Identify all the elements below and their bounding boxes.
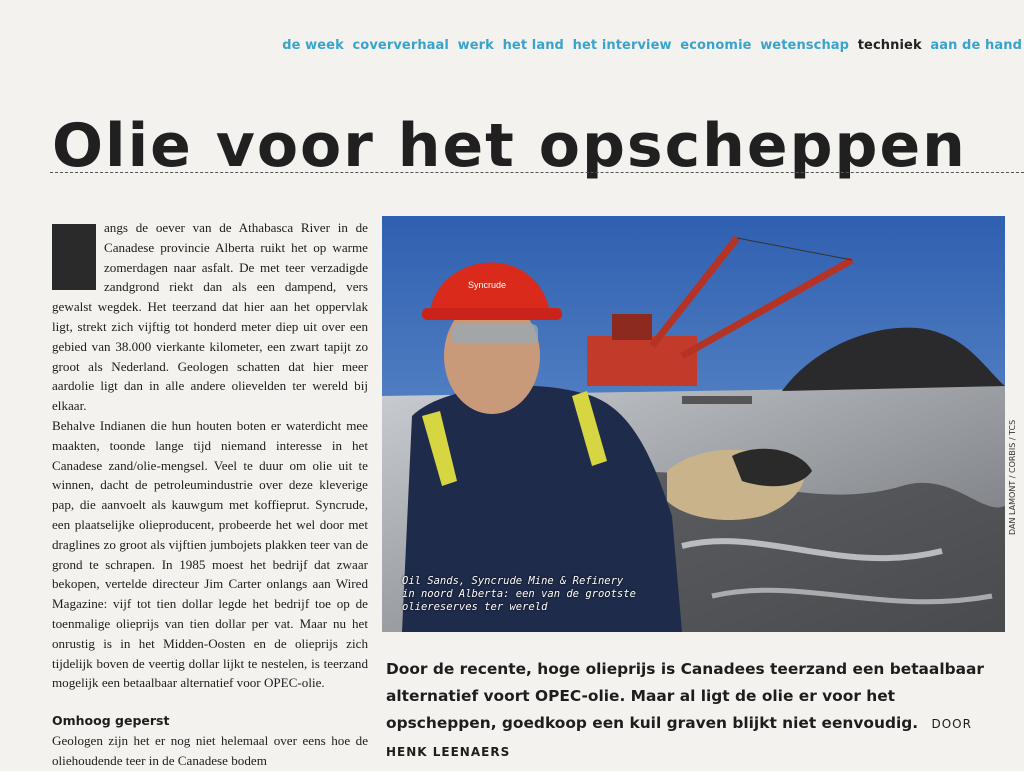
nav-item-techniek[interactable]: techniek bbox=[857, 38, 922, 53]
article-photo bbox=[382, 216, 1005, 632]
paragraph-3: Geologen zijn het er nog niet helemaal over eens hoe de oliehoudende teer in de Canadese bodem bbox=[52, 732, 368, 768]
paragraph-2: Behalve Indianen die hun houten boten er waterdicht mee maakten, toonde lange tijd niemand interesse in het Canadese zand/olie-mengsel. Veel te duur om olie uit te winnen, dacht de petroleumindustrie over deze kleverige pap, die aanvoelt als kauwgum met koffieprut. Syncrude, een plaatselijke olieproducent, probeerde het wel door met draglines zo groot als vijftien jumbojets plakken teer van de grond te schrapen. In 1985 moest het bedrijf dat zwaar bekopen, vertelde directeur Jim Carter onlangs aan Wired Magazine: vijf tot tien dollar legde het bedrijf toe op de toenmalige olieprijs van tien dollar per vat. Maar nu het onrustig is in het Midden-Oosten en de olieprijs zich tijdelijk boven de veertig dollar lijkt te nestelen, is teerzand mogelijk een betaalbaar alternatief voor OPEC-olie. bbox=[52, 417, 368, 691]
nav-item-coververhaal[interactable]: coververhaal bbox=[352, 38, 449, 53]
nav-item-de-week[interactable]: de week bbox=[282, 38, 344, 53]
dropcap bbox=[52, 224, 96, 290]
nav-item-werk[interactable]: werk bbox=[457, 38, 494, 53]
paragraph-1-text: angs de oever van de Athabasca River in de Canadese provincie Alberta ruikt het op warme zomerdagen naar asfalt. De met teer verzadigde zandgrond riekt dan als een dampend, vers gewalst wegdek. Het teerzand dat hier aan het oppervlak ligt, strekt zich vijftig tot honderd meter diep uit over een gebied van 38.000 vierkante kilometer, een zwart tapijt zo groot als Nederland. Geologen schatten dat hier meer aardolie ligt dan in alle andere olievelden ter wereld bij elkaar. bbox=[52, 220, 368, 414]
nav-item-aan-de-hand[interactable]: aan de hand bbox=[930, 38, 1022, 53]
nav-item-het-interview[interactable]: het interview bbox=[572, 38, 672, 53]
nav-item-wetenschap[interactable]: wetenschap bbox=[760, 38, 850, 53]
helmet-text: Syncrude bbox=[468, 280, 507, 290]
section-nav bbox=[278, 38, 1022, 53]
title-divider bbox=[50, 172, 1024, 173]
photo-caption bbox=[402, 575, 636, 614]
lead-paragraph bbox=[386, 656, 1006, 766]
page-title: Olie voor het opscheppen bbox=[52, 111, 967, 181]
byline-prefix: DOOR bbox=[931, 717, 972, 731]
caption-line-1: Oil Sands, Syncrude Mine & Refinery bbox=[402, 575, 624, 587]
article-body bbox=[52, 218, 368, 771]
byline-author: HENK LEENAERS bbox=[386, 745, 511, 759]
photo-illustration bbox=[382, 216, 1005, 632]
caption-line-2: in noord Alberta: een van de grootste bbox=[402, 588, 636, 600]
photo-credit: DAN LAMONT / CORBIS / TCS bbox=[1008, 419, 1017, 535]
paragraph-1 bbox=[52, 218, 368, 416]
caption-line-3: oliereserves ter wereld bbox=[402, 601, 548, 613]
lead-text: Door de recente, hoge olieprijs is Canadees teerzand een betaalbaar alternatief voort OPEC-olie. Maar al ligt de olie er voor het opscheppen, goedkoop een kuil graven blijkt niet eenvoudig. bbox=[386, 660, 984, 732]
section-subheading: Omhoog geperst bbox=[52, 713, 170, 729]
nav-item-economie[interactable]: economie bbox=[680, 38, 752, 53]
nav-item-het-land[interactable]: het land bbox=[502, 38, 564, 53]
